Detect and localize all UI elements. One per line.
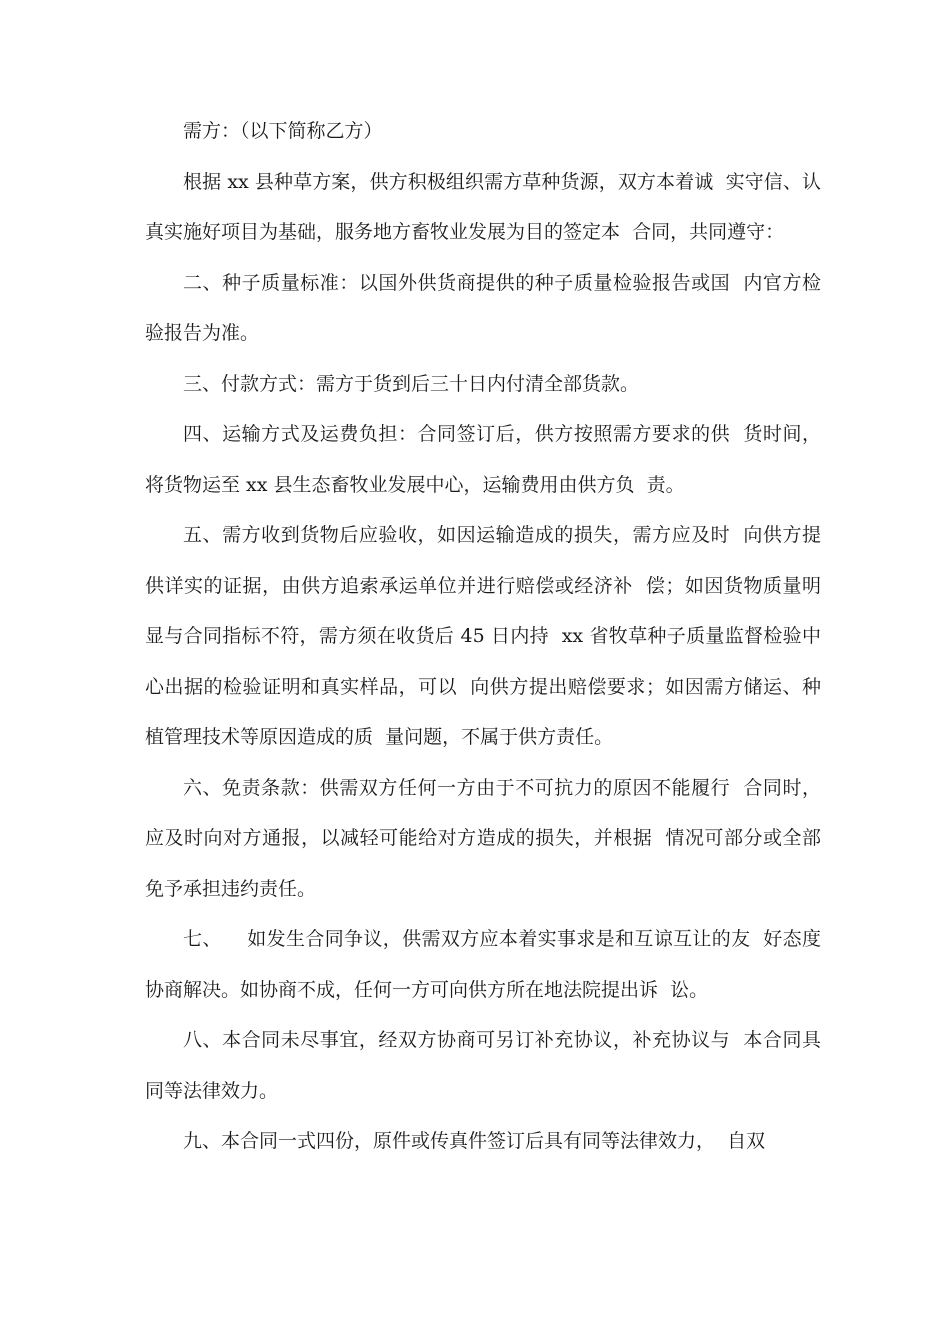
paragraph-buyer: 需方：（以下简称乙方） [183, 120, 383, 142]
paragraph-clause-2: 二、种子质量标准：以国外供货商提供的种子质量检验报告或国 内官方检验报告为准。 [145, 271, 821, 344]
paragraph-clause-4: 四、运输方式及运费负担：合同签订后，供方按照需方要求的供 货时间，将货物运至 xx 县生态畜牧业发展中心，运输费用由供方负 责。 [145, 423, 821, 496]
paragraph-clause-6: 六、免责条款：供需双方任何一方由于不可抗力的原因不能履行 合同时，应及时向对方通报，以减轻可能给对方造成的损失，并根据 情况可部分或全部免予承担违约责任。 [145, 776, 821, 900]
paragraph-clause-5: 五、需方收到货物后应验收，如因运输造成的损失，需方应及时 向供方提供详实的证据，由供方追索承运单位并进行赔偿或经济补 偿；如因货物质量明显与合同指标不符，需方须在收货后 45 日内持 xx 省牧草种子质量监督检验中心出据的检验证明和真实样品，可以 向供方提出赔偿要求；如因需方储运、种植管理技术等原因造成的质 量问题，不属于供方责任。 [145, 524, 821, 748]
paragraph-preamble: 根据 xx 县种草方案，供方积极组织需方草种货源，双方本着诚 实守信、认真实施好项目为基础，服务地方畜牧业发展为目的签定本 合同，共同遵守： [145, 170, 821, 243]
paragraph-clause-8: 八、本合同未尽事宜，经双方协商可另订补充协议，补充协议与 本合同具同等法律效力。 [145, 1029, 821, 1102]
paragraph-clause-3: 三、付款方式：需方于货到后三十日内付清全部货款。 [183, 372, 640, 395]
paragraph-clause-7: 七、 如发生合同争议，供需双方应本着实事求是和互谅互让的友 好态度协商解决。如协商不成，任何一方可向供方所在地法院提出诉 讼。 [145, 928, 821, 1001]
paragraph-clause-9: 九、本合同一式四份，原件或传真件签订后具有同等法律效力， 自双 [183, 1130, 766, 1152]
document-body [145, 106, 821, 1167]
